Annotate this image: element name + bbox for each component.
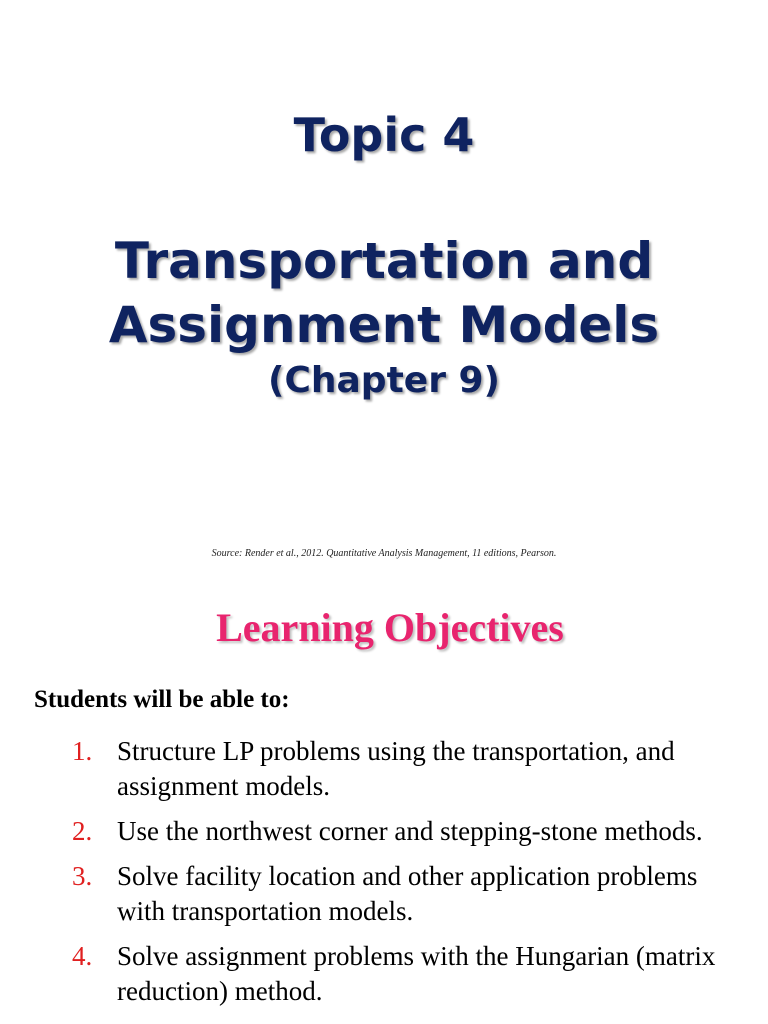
objective-text: Structure LP problems using the transportation, and assignment models. xyxy=(117,736,675,801)
objective-text: Use the northwest corner and stepping-stone methods. xyxy=(117,816,703,846)
objective-number: 3. xyxy=(72,861,93,891)
chapter-label: (Chapter 9) xyxy=(268,360,500,401)
source-citation: Source: Render et al., 2012. Quantitative Analysis Management, 11 editions, Pearson. xyxy=(211,548,557,559)
objectives-slide xyxy=(0,580,768,1024)
objective-item xyxy=(0,859,768,929)
objective-text: Solve assignment problems with the Hungarian (matrix reduction) method. xyxy=(117,941,716,1006)
objective-item xyxy=(0,734,768,804)
slide-title-line-1: Transportation and xyxy=(114,232,654,290)
objectives-heading: Learning Objectives xyxy=(216,605,564,650)
objective-number: 1. xyxy=(72,736,93,766)
objective-number: 2. xyxy=(72,816,93,846)
objectives-list xyxy=(0,734,768,1019)
slide-title-line-2: Assignment Models xyxy=(108,296,660,354)
topic-label: Topic 4 xyxy=(293,108,475,162)
objectives-intro: Students will be able to: xyxy=(34,686,290,713)
objective-number: 4. xyxy=(72,941,93,971)
objective-text: Solve facility location and other application problems with transportation models. xyxy=(117,861,698,926)
objective-item xyxy=(0,814,768,849)
objective-item xyxy=(0,939,768,1009)
